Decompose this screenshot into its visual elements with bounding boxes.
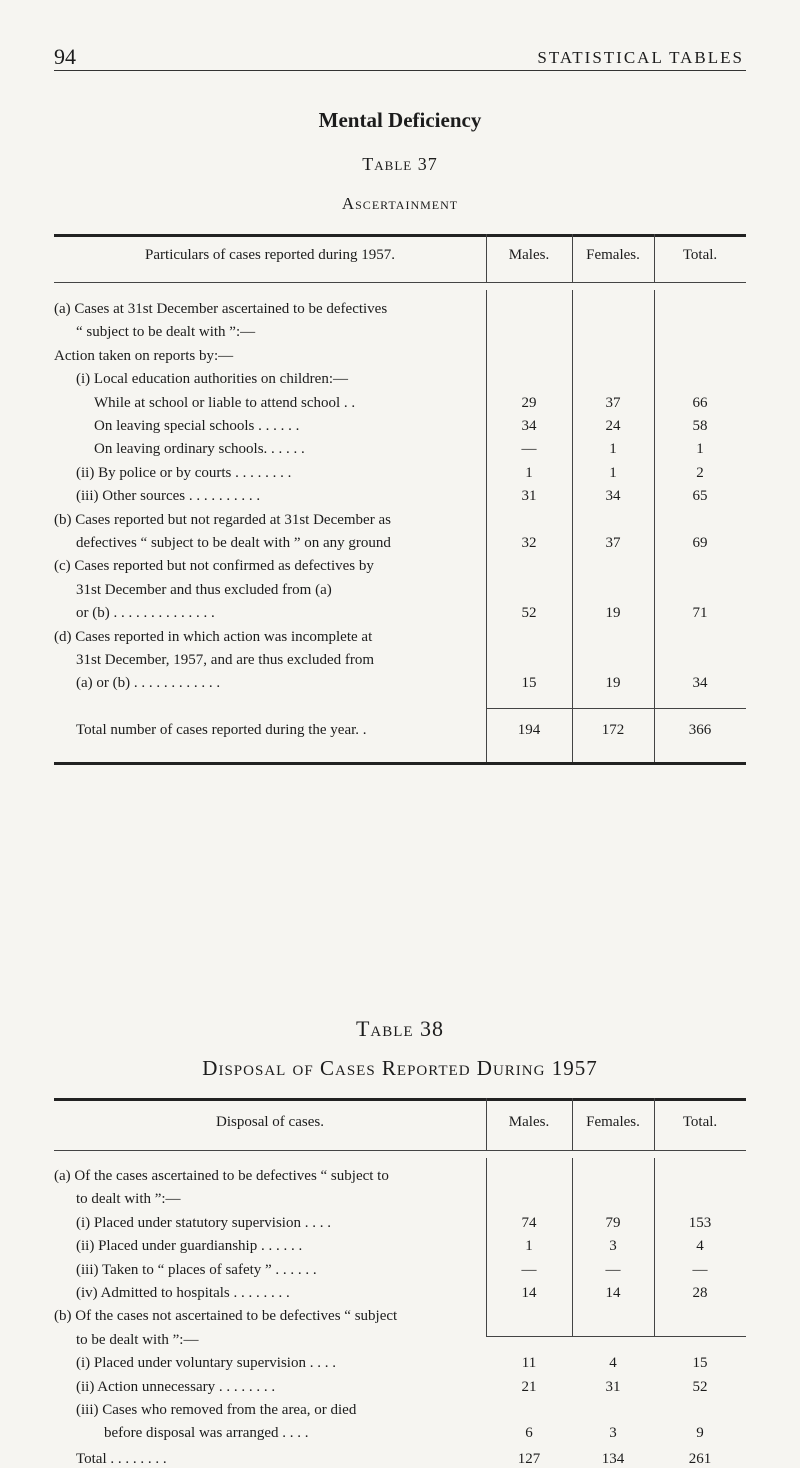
table37-row-label: 31st December, 1957, and are thus excluded from: [76, 652, 375, 668]
page-number: 94: [54, 44, 76, 69]
table38-header-males: Males.: [508, 1114, 550, 1130]
table38-cell-total: 52: [692, 1378, 708, 1395]
table38-cell-females: —: [605, 1261, 621, 1278]
table37-cell-total: 71: [692, 605, 708, 622]
table38-cell-males: 21: [521, 1378, 537, 1395]
table38-cell-females: 14: [605, 1285, 621, 1301]
table37-row-label: While at school or liable to attend school . .: [94, 394, 356, 411]
table37-total-males: 194: [517, 722, 541, 738]
table37-header-total: Total.: [682, 247, 718, 263]
table38-header-females: Females.: [586, 1114, 640, 1130]
table38-cell-males: 74: [521, 1214, 537, 1231]
table37-row-label: (a) Cases at 31st December ascertained to be defectives: [54, 301, 388, 317]
table37-cell-total: 69: [692, 535, 708, 551]
table37-row-label: (a) or (b) . . . . . . . . . . . .: [76, 675, 221, 692]
table37-row-label: On leaving ordinary schools. . . . . .: [94, 441, 305, 458]
table38-total-label: Total . . . . . . . .: [76, 1450, 167, 1467]
table37-cell-males: 1: [525, 464, 533, 481]
table37-cell-males: 31: [521, 488, 537, 505]
table38-cell-males: 1: [525, 1238, 533, 1255]
table37-header-particulars: Particulars of cases reported during 1957.: [145, 247, 395, 263]
table37-cell-males: 34: [521, 418, 537, 434]
table37-cell-males: 52: [521, 605, 537, 622]
table37-row-label: (ii) By police or by courts . . . . . . . .: [76, 464, 292, 481]
table37-row-label: 31st December and thus excluded from (a): [76, 581, 332, 598]
table37-cell-females: 24: [605, 418, 621, 434]
table37-row-label: Action taken on reports by:—: [54, 347, 234, 364]
table37-row-label: (c) Cases reported but not confirmed as defectives by: [54, 558, 374, 575]
table38-subtitle: Disposal of Cases Reported During 1957: [202, 1056, 598, 1080]
table38-row-label: (iv) Admitted to hospitals . . . . . . . .: [76, 1285, 290, 1301]
section-heading: Mental Deficiency: [318, 108, 482, 132]
table37-row-label: (iii) Other sources . . . . . . . . . .: [76, 488, 261, 505]
table38-cell-males: 11: [521, 1355, 537, 1372]
table37-cell-total: 2: [696, 464, 704, 481]
table37-header-males: Males.: [508, 247, 550, 263]
table38-row-label: to dealt with ”:—: [76, 1191, 181, 1208]
running-head: STATISTICAL TABLES: [537, 48, 744, 67]
table37-cell-total: 58: [692, 418, 708, 434]
table38-cell-total: 15: [692, 1355, 708, 1372]
table38-total-total: 261: [688, 1450, 712, 1467]
table37-total-females: 172: [601, 722, 625, 738]
table37-row-label: (d) Cases reported in which action was incomplete at: [54, 628, 373, 645]
table37-subtitle: Ascertainment: [341, 194, 459, 213]
table38-cell-females: 31: [605, 1378, 621, 1395]
table37-cell-females: 1: [609, 464, 617, 481]
table38-row-label: (b) Of the cases not ascertained to be defectives “ subject: [54, 1308, 398, 1325]
table38-row-label: (ii) Action unnecessary . . . . . . . .: [76, 1378, 276, 1395]
table37-cell-total: 1: [696, 441, 704, 458]
table38-total-males: 127: [517, 1450, 541, 1467]
table37-row-label: “ subject to be dealt with ”:—: [76, 324, 256, 341]
table37-cell-females: 37: [605, 394, 621, 411]
table37-cell-females: 19: [605, 675, 621, 692]
header-rule: [54, 70, 746, 71]
table38-header-disposal: Disposal of cases.: [216, 1114, 324, 1130]
table37-cell-total: 34: [692, 675, 708, 692]
table38-row-label: (a) Of the cases ascertained to be defectives “ subject to: [54, 1168, 389, 1184]
table37-row-label: (b) Cases reported but not regarded at 31st December as: [54, 511, 391, 528]
table37-row-label: On leaving special schools . . . . . .: [94, 418, 300, 434]
table38-cell-males: 14: [521, 1285, 537, 1301]
table38-cell-males: 6: [525, 1425, 533, 1442]
table37-cell-females: 19: [605, 605, 621, 622]
table37-row-label: or (b) . . . . . . . . . . . . . .: [76, 605, 215, 622]
table37: [54, 234, 746, 764]
table38-row-label: (iii) Taken to “ places of safety ” . . . . . .: [76, 1261, 317, 1278]
table37-total-total: 366: [688, 722, 712, 738]
table37-title: Table 37: [362, 154, 438, 174]
table38-cell-females: 3: [609, 1238, 617, 1255]
table38-row-label: (i) Placed under voluntary supervision . . . .: [76, 1355, 336, 1372]
table37-cell-males: 29: [521, 394, 537, 411]
table38-cell-females: 4: [609, 1355, 617, 1372]
table38-row-label: to be dealt with ”:—: [76, 1331, 199, 1348]
table38-cell-males: —: [521, 1261, 537, 1278]
table38-cell-total: 9: [696, 1425, 704, 1442]
table38-cell-total: 4: [696, 1238, 704, 1255]
table38-header-total: Total.: [682, 1114, 718, 1130]
table37-row-label: (i) Local education authorities on children:—: [76, 371, 348, 388]
table38-cell-females: 3: [609, 1425, 617, 1442]
table37-total-label: Total number of cases reported during the year. .: [76, 722, 367, 738]
table38-row-label: before disposal was arranged . . . .: [104, 1425, 309, 1442]
table38-row-label: (ii) Placed under guardianship . . . . . .: [76, 1238, 303, 1255]
table37-cell-total: 66: [692, 394, 708, 411]
table37-cell-males: 32: [521, 535, 537, 551]
table38-row-label: (i) Placed under statutory supervision . . . .: [76, 1214, 331, 1231]
table37-cell-males: —: [521, 441, 537, 458]
table37-cell-females: 34: [605, 488, 621, 505]
table37-header-females: Females.: [586, 247, 640, 263]
table38-cell-total: 153: [688, 1214, 712, 1231]
table38-cell-total: 28: [692, 1285, 708, 1301]
table37-cell-females: 1: [609, 441, 617, 458]
table37-cell-males: 15: [521, 675, 537, 692]
table38-row-label: (iii) Cases who removed from the area, or died: [76, 1402, 357, 1418]
table37-cell-females: 37: [605, 535, 621, 551]
table38-total-females: 134: [601, 1450, 625, 1467]
table38-cell-total: —: [692, 1261, 708, 1278]
table37-cell-total: 65: [692, 488, 708, 505]
table38-title: Table 38: [355, 1016, 445, 1041]
table38-body: [54, 1098, 746, 1467]
table37-row-label: defectives “ subject to be dealt with ” on any ground: [76, 535, 391, 551]
table38-cell-females: 79: [605, 1214, 621, 1231]
